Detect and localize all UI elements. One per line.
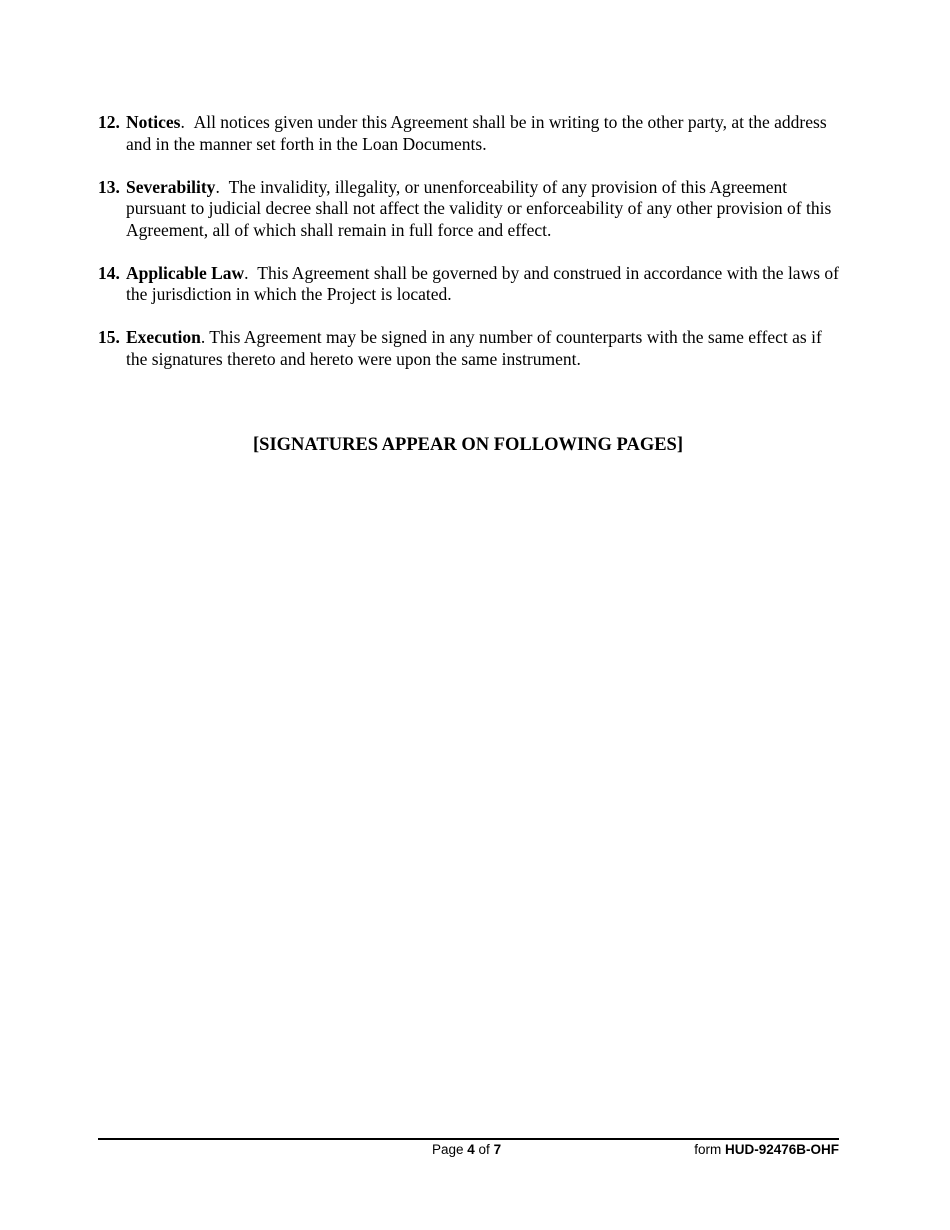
section-heading: Notices <box>126 112 181 132</box>
section-applicable-law <box>98 263 840 306</box>
agreement-sections <box>98 112 840 392</box>
section-heading-punct: . <box>200 327 206 347</box>
section-body: This Agreement may be signed in any number of counterparts with the same effect as if the signatures thereto and hereto were upon the same instrument. <box>126 327 822 369</box>
signature-notice: [SIGNATURES APPEAR ON FOLLOWING PAGES] <box>253 435 683 455</box>
section-number: 15. <box>98 327 120 347</box>
section-heading-punct: . <box>180 112 185 132</box>
section-notices <box>98 112 840 155</box>
section-heading: Execution <box>126 327 201 347</box>
section-number: 12. <box>98 112 120 132</box>
page-total: 7 <box>493 1142 502 1157</box>
page-of-label: of <box>474 1142 494 1157</box>
form-number: HUD-92476B-OHF <box>724 1142 839 1157</box>
section-execution <box>98 327 840 370</box>
section-heading: Applicable Law <box>126 262 245 283</box>
section-heading: Severability <box>126 176 216 197</box>
section-heading-punct: . <box>244 262 249 283</box>
footer-divider <box>98 1138 839 1140</box>
section-severability <box>98 177 840 242</box>
section-body: The invalidity, illegality, or unenforceability of any provision of this Agreement pursuant to judicial decree shall not affect the validity or enforceability of any other provision of this Agreement, all of which shall remain in full force and effect. <box>126 176 832 240</box>
form-label: form <box>694 1142 725 1157</box>
section-number: 13. <box>98 176 120 197</box>
section-body: This Agreement shall be governed by and construed in accordance with the laws of the jurisdiction in which the Project is located. <box>126 262 839 304</box>
page-footer <box>98 1141 839 1159</box>
section-heading-punct: . <box>215 176 220 197</box>
page-current: 4 <box>467 1142 475 1157</box>
page-number <box>432 1141 501 1158</box>
form-identifier <box>694 1141 839 1158</box>
section-body: All notices given under this Agreement shall be in writing to the other party, at the address and in the manner set forth in the Loan Documents. <box>126 112 827 154</box>
page-label: Page <box>432 1142 468 1157</box>
section-number: 14. <box>98 262 120 283</box>
